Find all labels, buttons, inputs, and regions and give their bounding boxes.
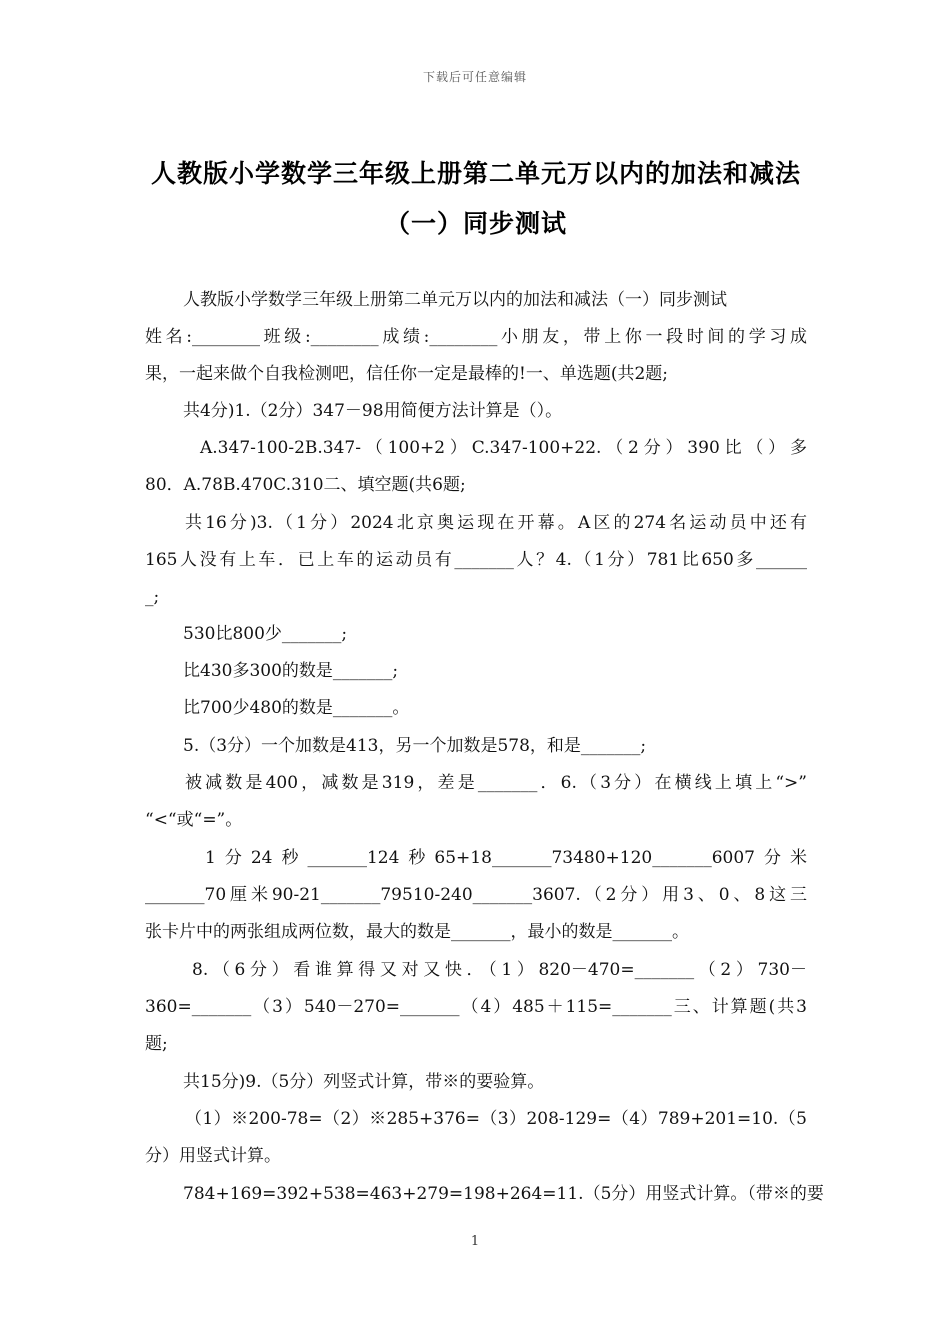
intro-line: 果，一起来做个自我检测吧，信任你一定是最棒的!一、单选题(共2题; — [145, 364, 669, 384]
intro-line: 人教版小学数学三年级上册第二单元万以内的加法和减法（一）同步测试 — [183, 290, 727, 310]
question-10-11: 784+169=392+538=463+279=198+264=11.（5分）用竖式计算。（带※的要 — [183, 1184, 824, 1204]
section-3-continued: 题; — [145, 1034, 168, 1054]
question-10-continued: 分）用竖式计算。 — [145, 1146, 281, 1166]
question-2-options: 80．A.78B.470C.310二、填空题(共6题; — [145, 475, 466, 495]
question-4-item: 比430多300的数是_______; — [183, 661, 399, 681]
question-6-7: _______70厘米90-21_______79510-240_______3607.（2分）用3、0、8这三 — [145, 885, 807, 905]
document-title-line-1: 人教版小学数学三年级上册第二单元万以内的加法和减法 — [150, 159, 801, 188]
student-info-line: 姓名:________班级:________成绩:________小朋友，带上你一段时间的学习成 — [145, 327, 807, 347]
document-title-line-2: （一）同步测试 — [384, 209, 567, 238]
page-number: 1 — [470, 1234, 480, 1249]
question-6-continued: “<“或“=”。 — [145, 810, 243, 830]
question-7-continued: 张卡片中的两张组成两位数，最大的数是_______，最小的数是_______。 — [145, 922, 689, 942]
question-1-options: A.347-100-2B.347-（100+2）C.347-100+22.（2分）390比（）多 — [200, 438, 807, 458]
question-4-item: 530比800少_______; — [183, 624, 348, 644]
question-5-6: 被减数是400，减数是319，差是_______．6.（3分）在横线上填上“>” — [185, 773, 807, 793]
question-8-continued: 360=_______（3）540－270=_______（4）485＋115=_______三、计算题(共3 — [145, 997, 807, 1017]
question-8: 8.（6分）看谁算得又对又快．（1）820－470=_______（2）730－ — [192, 960, 807, 980]
question-4-item: 比700少480的数是_______。 — [183, 698, 410, 718]
question-4-continued: _; — [145, 587, 160, 607]
question-5: 5.（3分）一个加数是413，另一个加数是578，和是_______; — [183, 736, 647, 756]
header-note: 下载后可任意编辑 — [422, 70, 527, 84]
question-3: 共16分)3.（1分）2024北京奥运现在开幕。A区的274名运动员中还有 — [185, 513, 807, 533]
question-1: 共4分)1.（2分）347－98用简便方法计算是（）。 — [183, 401, 563, 421]
question-9: 共15分)9.（5分）列竖式计算，带※的要验算。 — [183, 1072, 545, 1092]
question-9-items: （1）※200-78=（2）※285+376=（3）208-129=（4）789+201=10.（5 — [185, 1109, 807, 1129]
question-3-4: 165人没有上车．已上车的运动员有_______人？4.（1分）781比650多______ — [145, 550, 807, 570]
question-6-items: 1分24秒_______124秒65+18_______73480+120_______6007分米 — [205, 848, 807, 868]
